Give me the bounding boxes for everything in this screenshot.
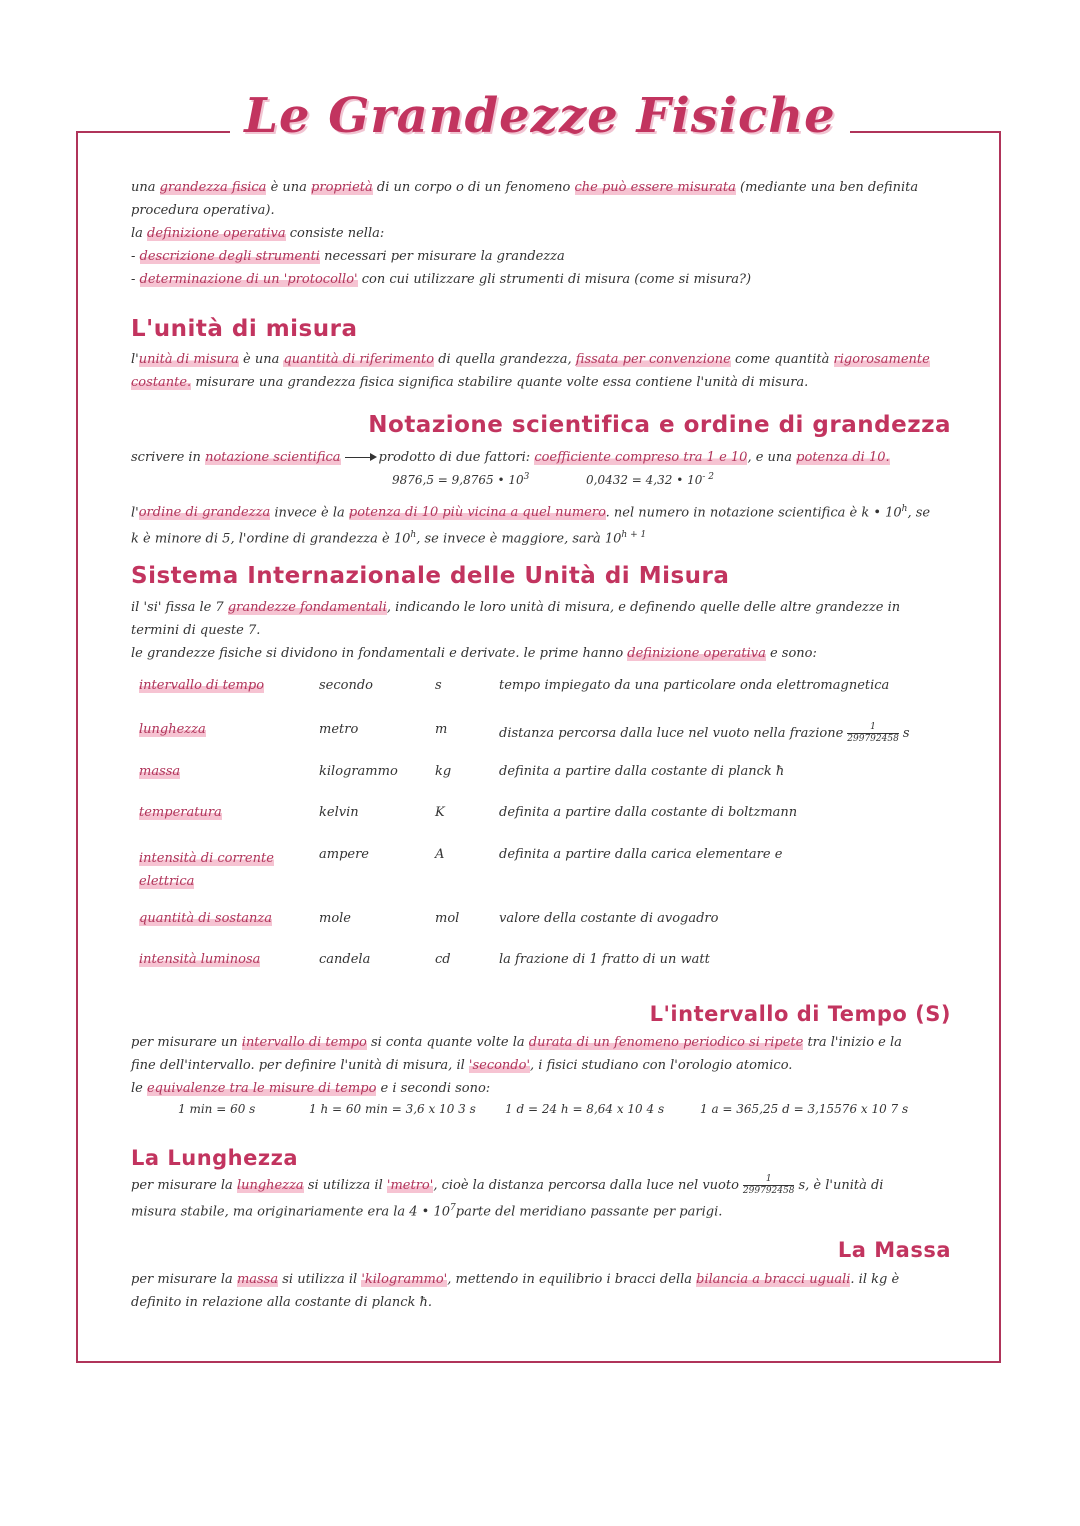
fraction: $\frac{1}{299792458}$ <box>847 722 899 744</box>
tempo-paragraph: per misurare un intervallo di tempo si conta quante volte la durata di un fenomeno periodico si ripete tra l'inizio e la fine dell'intervallo. per definire l'unità di misura, il 'secondo', i fisici studiano con l'orologio atomico. le equivalenze tra le misure di tempo e i secondi sono: <box>131 1035 902 1096</box>
unita-paragraph: l'unità di misura è una quantità di riferimento di quella grandezza, fissata per convenzione come quantità rigorosamente costante. misurare una grandezza fisica significa stabilire quante volte essa contiene l'unità di misura. <box>131 352 930 390</box>
heading-unita-di-misura: L'unità di misura <box>131 316 358 342</box>
intro-line-3: la definizione operativa consiste nella: <box>131 226 385 241</box>
arrow-icon <box>345 457 375 458</box>
intro-line-5: - determinazione di un 'protocollo' con cui utilizzare gli strumenti di misura (come si misura?) <box>131 272 752 287</box>
equivalence-min: 1 min = 60 s <box>178 1102 256 1116</box>
intro-paragraph <box>131 176 951 291</box>
table-row: massa kilogrammo kg definita a partire dalla costante di planck ħ <box>139 764 785 779</box>
heading-massa: La Massa <box>837 1238 951 1262</box>
heading-sistema-internazionale: Sistema Internazionale delle Unità di Misura <box>131 563 730 589</box>
notazione-example-1: 9876,5 = 9,8765 • $10^3$ <box>392 472 530 487</box>
page-title: Le Grandezze Fisiche <box>0 88 1080 144</box>
equivalence-day: 1 d = 24 h = 8,64 x 10 4 s <box>505 1102 665 1116</box>
intro-line-4: - descrizione degli strumenti necessari per misurare la grandezza <box>131 249 565 264</box>
heading-intervallo-di-tempo: L'intervallo di Tempo (S) <box>649 1002 951 1026</box>
si-paragraph: il 'si' fissa le 7 grandezze fondamentali, indicando le loro unità di misura, e definendo quelle delle altre grandezze in termini di queste 7. le grandezze fisiche si dividono in fondamentali e derivate. le prime hanno definizione operativa e sono: <box>131 600 901 661</box>
notazione-line-1: scrivere in notazione scientifica prodotto di due fattori: coefficiente compreso tra 1 e 10, e una potenza di 10. <box>131 450 890 465</box>
intro-line-2: procedura operativa). <box>131 203 275 218</box>
fraction: $\frac{1}{299792458}$ <box>742 1174 795 1196</box>
table-row: intensità luminosa candela cd la frazione di 1 fratto di un watt <box>139 952 710 967</box>
table-row: quantità di sostanza mole mol valore della costante di avogadro <box>139 911 719 926</box>
table-row: intensità di corrente elettrica ampere A definita a partire dalla carica elementare e <box>139 847 783 889</box>
table-row: temperatura kelvin K definita a partire dalla costante di boltzmann <box>139 805 798 820</box>
lunghezza-paragraph: per misurare la lunghezza si utilizza il 'metro', cioè la distanza percorsa dalla luce nel vuoto $\frac{1}{299792458}$ s, è l'unità di misura stabile, ma originariamente era la 4 • $10^7parte$ del meridiano passante per parigi. <box>131 1174 884 1220</box>
ordine-paragraph: l'ordine di grandezza invece è la potenza di 10 più vicina a quel numero. nel numero in notazione scientifica è k • 10$^h$, se k è minore di 5, l'ordine di grandezza è 10$^h$, se invece è maggiore, sarà $10^{h + 1}$ <box>131 504 931 547</box>
massa-paragraph: per misurare la massa si utilizza il 'kilogrammo', mettendo in equilibrio i bracci della bilancia a bracci uguali. il kg è definito in relazione alla costante di planck ħ. <box>131 1272 900 1310</box>
equivalence-hour: 1 h = 60 min = 3,6 x 10 3 s <box>309 1102 476 1116</box>
equivalence-year: 1 a = 365,25 d = 3,15576 x 10 7 s <box>700 1102 909 1116</box>
intro-line-1: una grandezza fisica è una proprietà di un corpo o di un fenomeno che può essere misurata (mediante una ben definita <box>131 180 919 195</box>
heading-notazione-scientifica: Notazione scientifica e ordine di grandezza <box>368 412 951 438</box>
table-row: lunghezza metro m distanza percorsa dalla luce nel vuoto nella frazione $\frac{1}{299792458}$ s <box>139 722 910 744</box>
heading-lunghezza: La Lunghezza <box>131 1146 298 1170</box>
notazione-example-2: 0,0432 = 4,32 • $10^{- 2}$ <box>586 472 715 487</box>
table-row: intervallo di tempo secondo s tempo impiegato da una particolare onda elettromagnetica <box>139 678 890 693</box>
